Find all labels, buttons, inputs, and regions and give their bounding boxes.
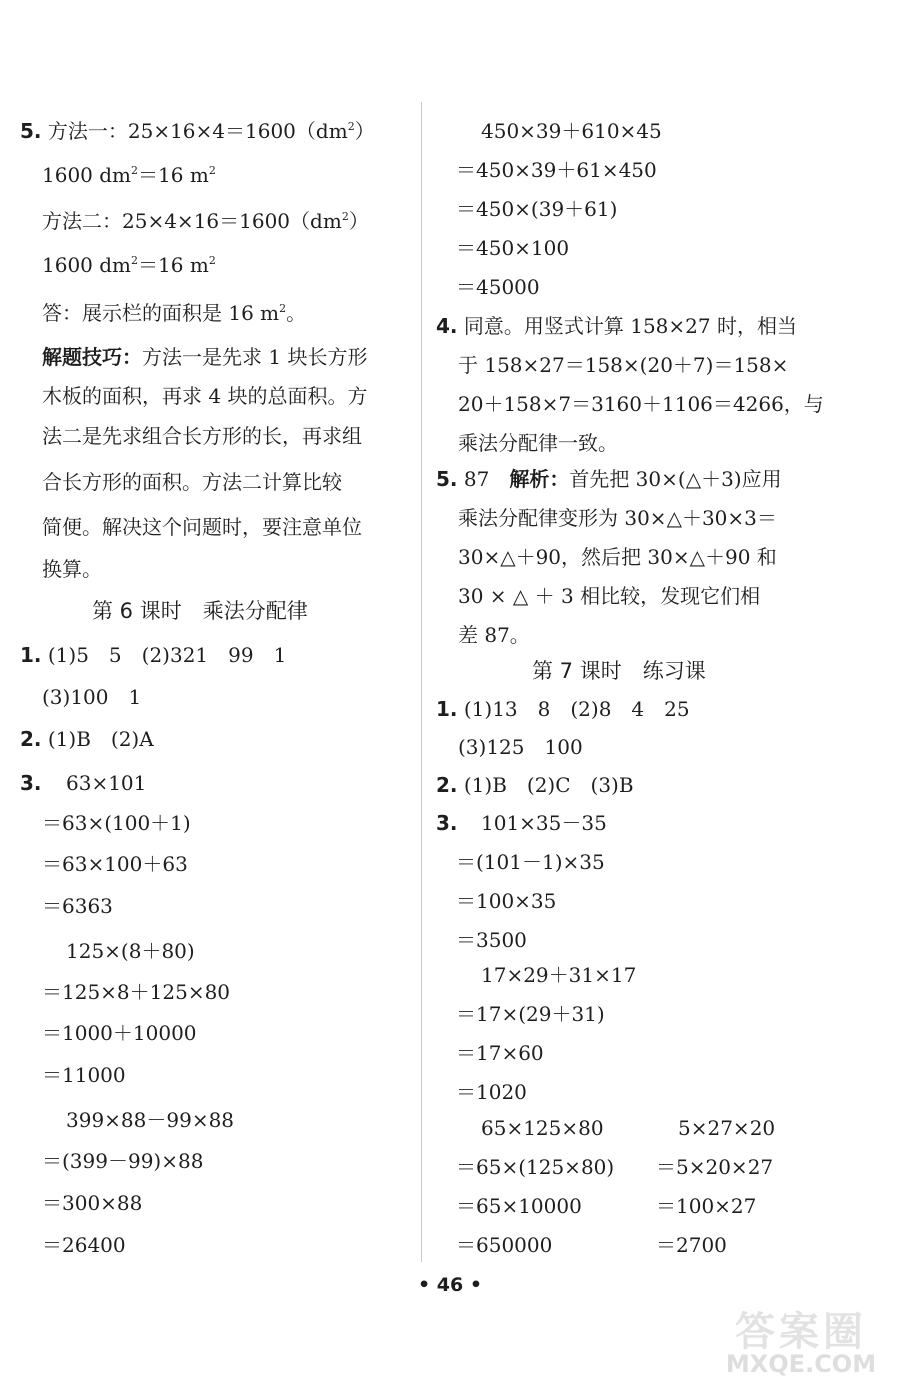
calc-line: 125×(8＋80) xyxy=(66,939,195,963)
calc-line: ＝(399－99)×88 xyxy=(42,1149,204,1173)
calc-line: 65×125×80 xyxy=(481,1116,604,1140)
q5-method1: 5. 方法一：$25\times 16\times 4=1600(dm^2)$ xyxy=(20,119,375,143)
q4-line: 乘法分配律一致。 xyxy=(458,431,618,455)
s6-q1: 1. (1)5 5 (2)321 99 1 xyxy=(20,643,287,667)
analysis-label: 解析： xyxy=(509,467,570,491)
calc-line: ＝5×20×27 xyxy=(656,1155,774,1179)
calc-line: ＝300×88 xyxy=(42,1191,143,1215)
calc-line: ＝450×39＋61×450 xyxy=(456,158,657,182)
s7-q2: 2. (1)B (2)C (3)B xyxy=(436,773,634,797)
calc-line: 63×101 xyxy=(66,771,147,795)
q5-line: 乘法分配律变形为 30×△＋30×3＝ xyxy=(458,506,777,530)
q5-line: 5. 87 解析：首先把 30×(△＋3)应用 xyxy=(436,467,782,491)
tip-line: 法二是先求组合长方形的长，再求组 xyxy=(42,424,362,448)
calc-line: ＝45000 xyxy=(456,275,540,299)
calc-line: ＝63×100＋63 xyxy=(42,852,188,876)
answer-line: (3)125 100 xyxy=(458,735,583,759)
calc-line: ＝125×8＋125×80 xyxy=(42,980,231,1004)
calc-line: ＝6363 xyxy=(42,894,113,918)
calc-line: ＝65×(125×80) xyxy=(456,1155,615,1179)
calc-line: ＝100×27 xyxy=(656,1194,757,1218)
q5-conversion-2: 1600 $dm^2=16$ $m^2$ xyxy=(42,253,216,277)
q5-line: 30×△＋90，然后把 30×△＋90 和 xyxy=(458,545,777,569)
page-number: • 46 • xyxy=(418,1274,482,1296)
question-number: 3. xyxy=(436,811,458,835)
watermark-text: 答案圈 xyxy=(735,1309,867,1355)
tip-label: 解题技巧： xyxy=(42,345,142,369)
calc-line: ＝17×(29＋31) xyxy=(456,1002,605,1026)
calc-line: 17×29＋31×17 xyxy=(481,963,637,987)
section-title: 第 7 课时 练习课 xyxy=(532,659,706,683)
s6-q2: 2. (1)B (2)A xyxy=(20,727,154,751)
q4-line: 于 158×27＝158×(20＋7)＝158× xyxy=(458,353,789,377)
calc-line: ＝(101－1)×35 xyxy=(456,850,605,874)
question-number: 3. xyxy=(20,771,42,795)
column-divider xyxy=(421,102,422,1262)
tip-line: 换算。 xyxy=(42,557,102,581)
calc-line: 450×39＋610×45 xyxy=(481,119,662,143)
watermark-url: MXQE.COM xyxy=(725,1350,877,1378)
question-number: 1. xyxy=(436,697,458,721)
question-number: 5. xyxy=(436,467,458,491)
q4-line: 20＋158×7＝3160＋1106＝4266，与 xyxy=(458,392,824,416)
section-title: 第 6 课时 乘法分配律 xyxy=(92,599,308,623)
question-number: 5. xyxy=(20,119,42,143)
calc-line: ＝26400 xyxy=(42,1233,126,1257)
question-number: 2. xyxy=(20,727,42,751)
watermark-logo xyxy=(716,1300,886,1384)
calc-line: ＝650000 xyxy=(456,1233,553,1257)
s7-q1: 1. (1)13 8 (2)8 4 25 xyxy=(436,697,690,721)
calc-line: ＝100×35 xyxy=(456,889,557,913)
q5-conversion-1: 1600 $dm^2=16$ $m^2$ xyxy=(42,163,216,187)
calc-line: ＝450×(39＋61) xyxy=(456,197,618,221)
calc-line: 5×27×20 xyxy=(678,1116,776,1140)
tip-line: 合长方形的面积。方法二计算比较 xyxy=(42,470,342,494)
calc-line: 101×35－35 xyxy=(481,811,607,835)
tip-line: 简便。解决这个问题时，要注意单位 xyxy=(42,515,362,539)
calc-line: ＝17×60 xyxy=(456,1041,544,1065)
q5-line: 30 × △ ＋ 3 相比较，发现它们相 xyxy=(458,584,761,608)
calc-line: 399×88－99×88 xyxy=(66,1108,235,1132)
q5-line: 差 87。 xyxy=(458,623,530,647)
calc-line: ＝3500 xyxy=(456,928,527,952)
question-number: 2. xyxy=(436,773,458,797)
calc-line: ＝65×10000 xyxy=(456,1194,582,1218)
question-number: 4. xyxy=(436,314,458,338)
answer-line: (3)100 1 xyxy=(42,685,142,709)
q4-line: 4. 同意。用竖式计算 158×27 时，相当 xyxy=(436,314,797,338)
q5-answer: 答：展示栏的面积是 16 $m^2$。 xyxy=(42,301,307,325)
calc-line: ＝63×(100＋1) xyxy=(42,811,191,835)
calc-line: ＝1000＋10000 xyxy=(42,1021,197,1045)
calc-line: ＝450×100 xyxy=(456,236,570,260)
q5-method2: 方法二：$25\times 4\times 16=1600(dm^2)$ xyxy=(42,209,369,233)
tip-line: 木板的面积，再求 4 块的总面积。方 xyxy=(42,384,368,408)
calc-line: ＝11000 xyxy=(42,1063,126,1087)
question-number: 1. xyxy=(20,643,42,667)
calc-line: ＝1020 xyxy=(456,1080,527,1104)
tip-line: 解题技巧：方法一是先求 1 块长方形 xyxy=(42,345,368,369)
calc-line: ＝2700 xyxy=(656,1233,727,1257)
